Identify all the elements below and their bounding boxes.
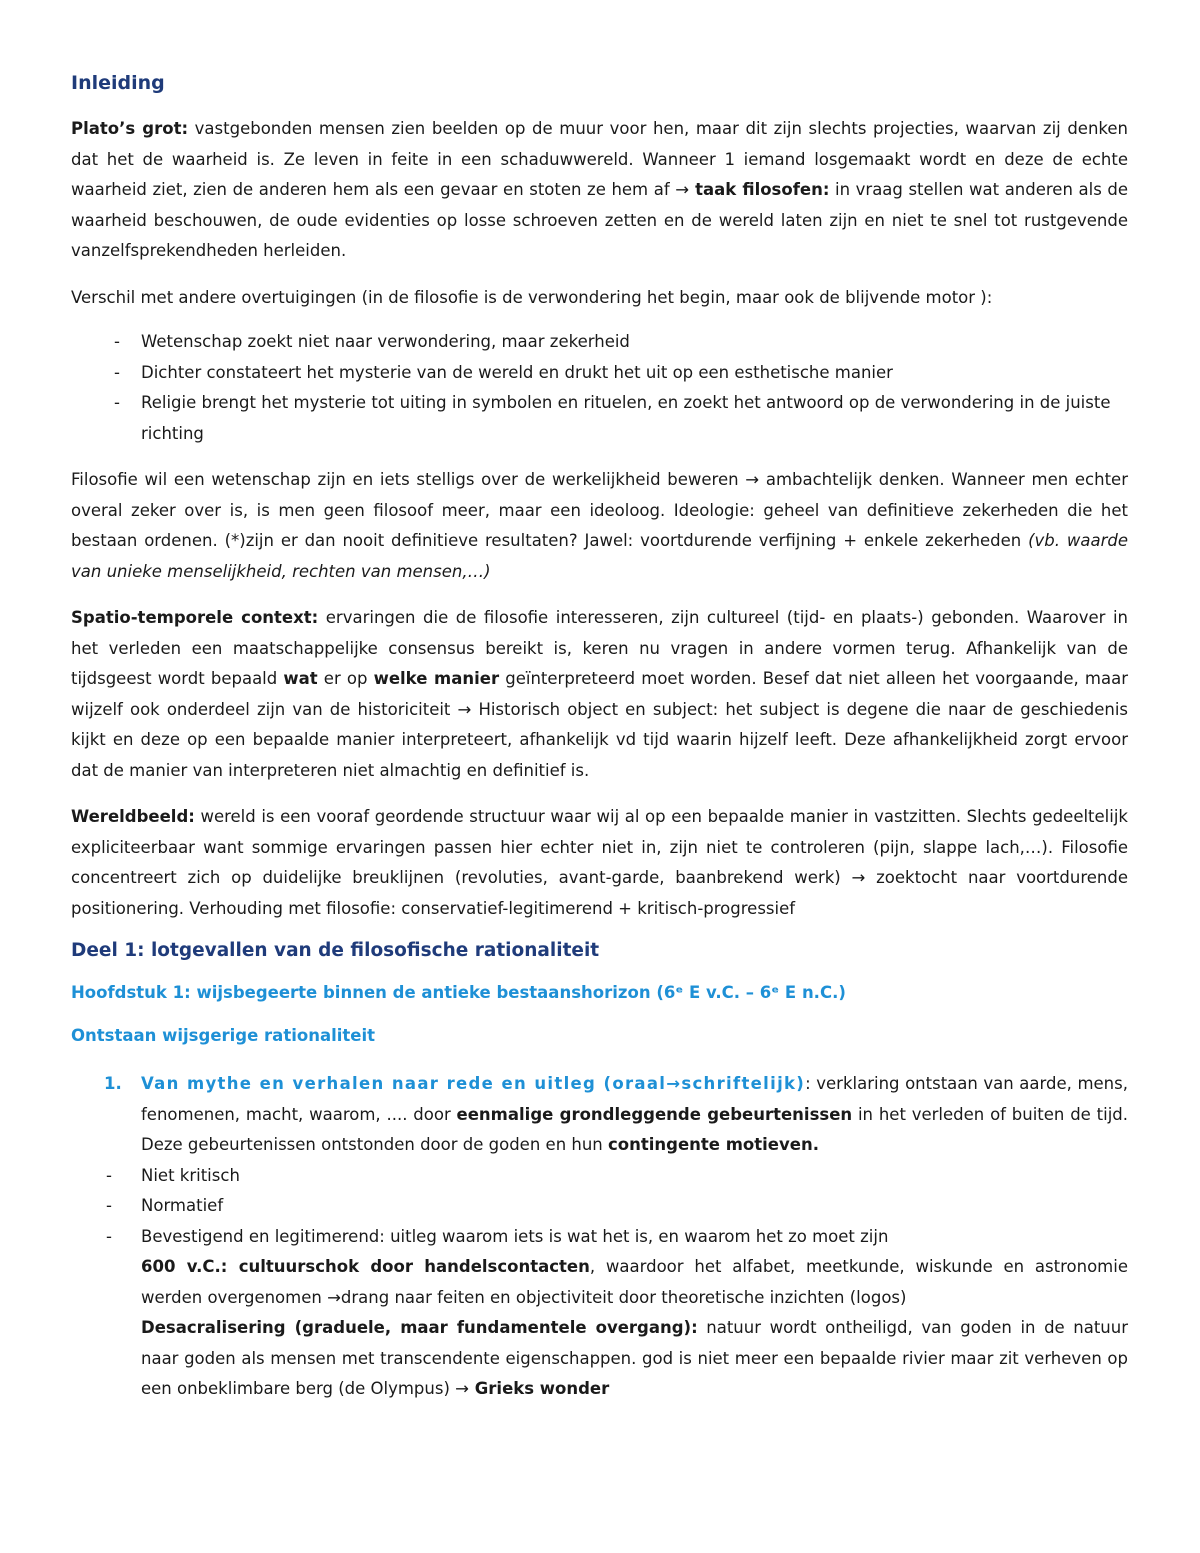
item-body	[141, 1069, 1128, 1161]
bold-run: Desacralisering (graduele, maar fundamentele overgang):	[141, 1318, 698, 1337]
bold-run: wat	[283, 669, 318, 688]
list-item: - Normatief	[71, 1191, 1128, 1222]
text-run: geïnterpreteerd moet worden. Besef dat niet alleen het voorgaande, maar wijzelf ook onderdeel zijn van de historiciteit	[71, 669, 1128, 719]
worldview-label: Wereldbeeld:	[71, 807, 195, 826]
text-run: zoektocht naar voortdurende positionering. Verhouding met filosofie: conservatief-legitimerend + kritisch-progressief	[71, 868, 1128, 918]
italic-example: (vb. waarde van unieke menselijkheid, rechten van mensen,…)	[71, 531, 1128, 581]
task-philosophers-label: taak filosofen:	[689, 180, 830, 199]
arrow-icon: →	[745, 470, 760, 489]
text-run: in het verleden of buiten de tijd. Deze gebeurtenissen ontstonden door de goden en hun	[141, 1104, 1128, 1154]
part1-heading: Deel 1: lotgevallen van de filosofische rationaliteit	[71, 940, 600, 961]
myth-properties-list	[71, 1161, 1128, 1253]
bold-run: Grieks wonder	[468, 1379, 610, 1398]
text-run: ervaringen die de filosofie interesseren, zijn cultureel (tijd- en plaats-) gebonden. Waarover in het verleden een maatschappelijke consensus bereikt is, keren nu vragen in andere vormen terug. Afhankelijk van de tijdsgeest wordt bepaald	[71, 608, 1128, 688]
list-item: - Niet kritisch	[71, 1161, 1128, 1192]
text-run: ambachtelijk denken. Wanneer men echter overal zeker over is, is men geen filosoof meer, maar een ideoloog. Ideologie: geheel van definitieve zekerheden die het bestaan ordenen. (*)zijn er dan nooit definitieve resultaten? Jawel: voortdurende verfijning + enkele zekerheden	[71, 470, 1128, 550]
text-run: in vraag stellen wat anderen als de waarheid beschouwen, de oude evidenties op losse schroeven zetten en de wereld laten zijn en niet te snel tot rustgevende vanzelfsprekendheden herleiden.	[71, 180, 1128, 260]
text-run: , waardoor het alfabet, meetkunde, wiskunde en astronomie werden overgenomen	[141, 1257, 1128, 1307]
chapter1-heading: Hoofdstuk 1: wijsbegeerte binnen de antieke bestaanshorizon (6ᵉ E v.C. – 6ᵉ E n.C.)	[71, 983, 846, 1002]
arrow-icon: →	[455, 1379, 469, 1398]
text-run: wereld is een vooraf geordende structuur waar wij al op een bepaalde manier in vastzitten. Slechts gedeeltelijk expliciteerbaar want sommige ervaringen passen hier echter niet in, zijn niet te controleren (pijn, slappe lach,…). Filosofie concentreert zich op duidelijke breuklijnen (revoluties, avant-garde, baanbrekend werk)	[71, 807, 1128, 887]
arrow-icon: →	[675, 180, 690, 199]
arrow-icon: →	[457, 699, 472, 719]
list-item: - Religie brengt het mysterie tot uiting in symbolen en rituelen, en zoekt het antwoord op de verwondering in de juiste richting	[71, 388, 1128, 449]
text-run: Historisch object en subject: het subject is degene die naar de geschiedenis kijkt en deze op een bepaalde manier interpreteert, afhankelijk vd tijd waarin hijzelf leeft. Deze afhankelijkheid zorgt ervoor dat de manier van interpreteren niet almachtig en definitief is.	[71, 699, 1128, 780]
bold-run: welke manier	[373, 669, 500, 688]
philosophy-science-paragraph	[71, 465, 1128, 587]
intro-heading: Inleiding	[71, 72, 165, 94]
text-run: Filosofie wil een wetenschap zijn en iets stelligs over de werkelijkheid beweren	[71, 470, 746, 489]
bold-run: contingente motieven.	[608, 1135, 819, 1154]
item-title: Van mythe en verhalen naar rede en uitleg (oraal→schriftelijk)	[141, 1074, 806, 1093]
difference-paragraph: Verschil met andere overtuigingen (in de filosofie is de verwondering het begin, maar ook de blijvende motor ):	[71, 287, 993, 307]
culture-shock-paragraph	[141, 1252, 1128, 1313]
arrow-icon: →	[851, 868, 866, 887]
bold-run: 600 v.C.: cultuurschok door handelscontacten	[141, 1257, 590, 1276]
item-number: 1.	[104, 1074, 122, 1093]
text-run: vastgebonden mensen zien beelden op de muur voor hen, maar dit zijn slechts projecties, waarvan zij denken dat het de waarheid is. Ze leven in feite in een schaduwwereld. Wanneer 1 iemand losgemaakt wordt en deze de echte waarheid ziet, zien de anderen hem als een gevaar en stoten ze hem af	[71, 119, 1128, 199]
text-run: drang naar feiten en objectiviteit door theoretische inzichten (logos)	[340, 1287, 907, 1307]
worldview-paragraph	[71, 802, 1128, 924]
list-item: - Bevestigend en legitimerend: uitleg waarom iets is wat het is, en waarom het zo moet zijn	[71, 1222, 1128, 1253]
bold-run: eenmalige grondleggende gebeurtenissen	[456, 1104, 853, 1124]
text-run: er op	[317, 669, 374, 688]
section-heading: Ontstaan wijsgerige rationaliteit	[71, 1026, 376, 1045]
platos-cave-label: Plato’s grot:	[71, 119, 189, 138]
text-run: : verklaring ontstaan van aarde, mens, fenomenen, macht, waarom, .... door	[141, 1074, 1128, 1124]
spatio-temporal-label: Spatio-temporele context:	[71, 608, 319, 627]
platos-cave-paragraph	[71, 114, 1128, 267]
desacralisation-paragraph	[141, 1313, 1128, 1405]
list-item: - Dichter constateert het mysterie van de wereld en drukt het uit op een esthetische manier	[71, 358, 1128, 389]
document-page	[71, 72, 1128, 1405]
text-run: natuur wordt ontheiligd, van goden in de natuur naar goden als mensen met transcendente eigenschappen. god is niet meer een bepaalde rivier maar zit verheven op een onbeklimbare berg (de Olympus)	[141, 1318, 1128, 1398]
list-item: - Wetenschap zoekt niet naar verwondering, maar zekerheid	[71, 327, 1128, 358]
arrow-icon: →	[327, 1287, 341, 1307]
difference-list	[71, 327, 1128, 449]
spatio-temporal-paragraph	[71, 603, 1128, 786]
numbered-item	[71, 1069, 1128, 1405]
